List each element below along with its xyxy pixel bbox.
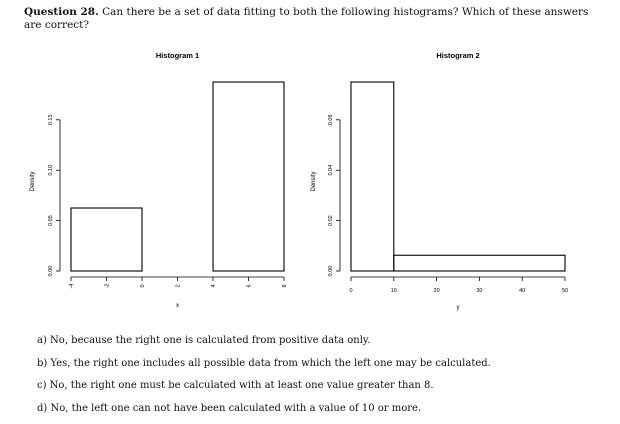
y-tick-label: 0.05 [48, 215, 54, 226]
x-tick-label: 0 [140, 284, 146, 287]
x-tick-label: -2 [105, 284, 111, 289]
x-tick-label: 40 [519, 288, 525, 294]
x-tick-label: 0 [349, 288, 352, 294]
histogram-bar [71, 208, 142, 271]
x-tick-label: -4 [69, 284, 75, 289]
histogram-bar [213, 82, 284, 271]
histogram-bar [351, 82, 394, 271]
x-tick-label: 30 [476, 288, 482, 294]
question-body: Can there be a set of data fitting to both the following histograms? Which of these answers are correct? [24, 6, 588, 31]
answer-list [37, 334, 597, 424]
question-number: Question 28. [24, 6, 99, 18]
answer-c[interactable]: c) No, the right one must be calculated with at least one value greater than 8. [37, 379, 597, 402]
x-tick-label: 2 [176, 284, 182, 287]
y-tick-label: 0.06 [328, 114, 334, 125]
histogram-bar [394, 255, 565, 271]
answer-b[interactable]: b) Yes, the right one includes all possible data from which the left one may be calculated. [37, 357, 597, 380]
answer-d[interactable]: d) No, the left one can not have been calculated with a value of 10 or more. [37, 402, 597, 424]
y-axis-label: Density [311, 171, 317, 191]
y-tick-label: 0.10 [48, 165, 54, 176]
y-axis-label: Density [30, 171, 36, 191]
x-tick-label: 10 [391, 288, 397, 294]
x-tick-label: 50 [562, 288, 568, 294]
chart-title: Histogram 2 [436, 51, 479, 60]
x-axis-label: x [176, 303, 179, 309]
x-tick-label: 6 [247, 284, 253, 287]
y-tick-label: 0.04 [328, 165, 334, 176]
chart-title: Histogram 1 [156, 51, 199, 60]
answer-a[interactable]: a) No, because the right one is calculated from positive data only. [37, 334, 597, 357]
y-tick-label: 0.15 [48, 114, 54, 125]
x-tick-label: 20 [434, 288, 440, 294]
x-tick-label: 8 [282, 284, 288, 287]
x-tick-label: 4 [211, 284, 217, 287]
y-tick-label: 0.02 [328, 215, 334, 226]
y-tick-label: 0.00 [48, 266, 54, 277]
y-tick-label: 0.00 [328, 266, 334, 277]
x-axis-label: y [457, 305, 460, 311]
